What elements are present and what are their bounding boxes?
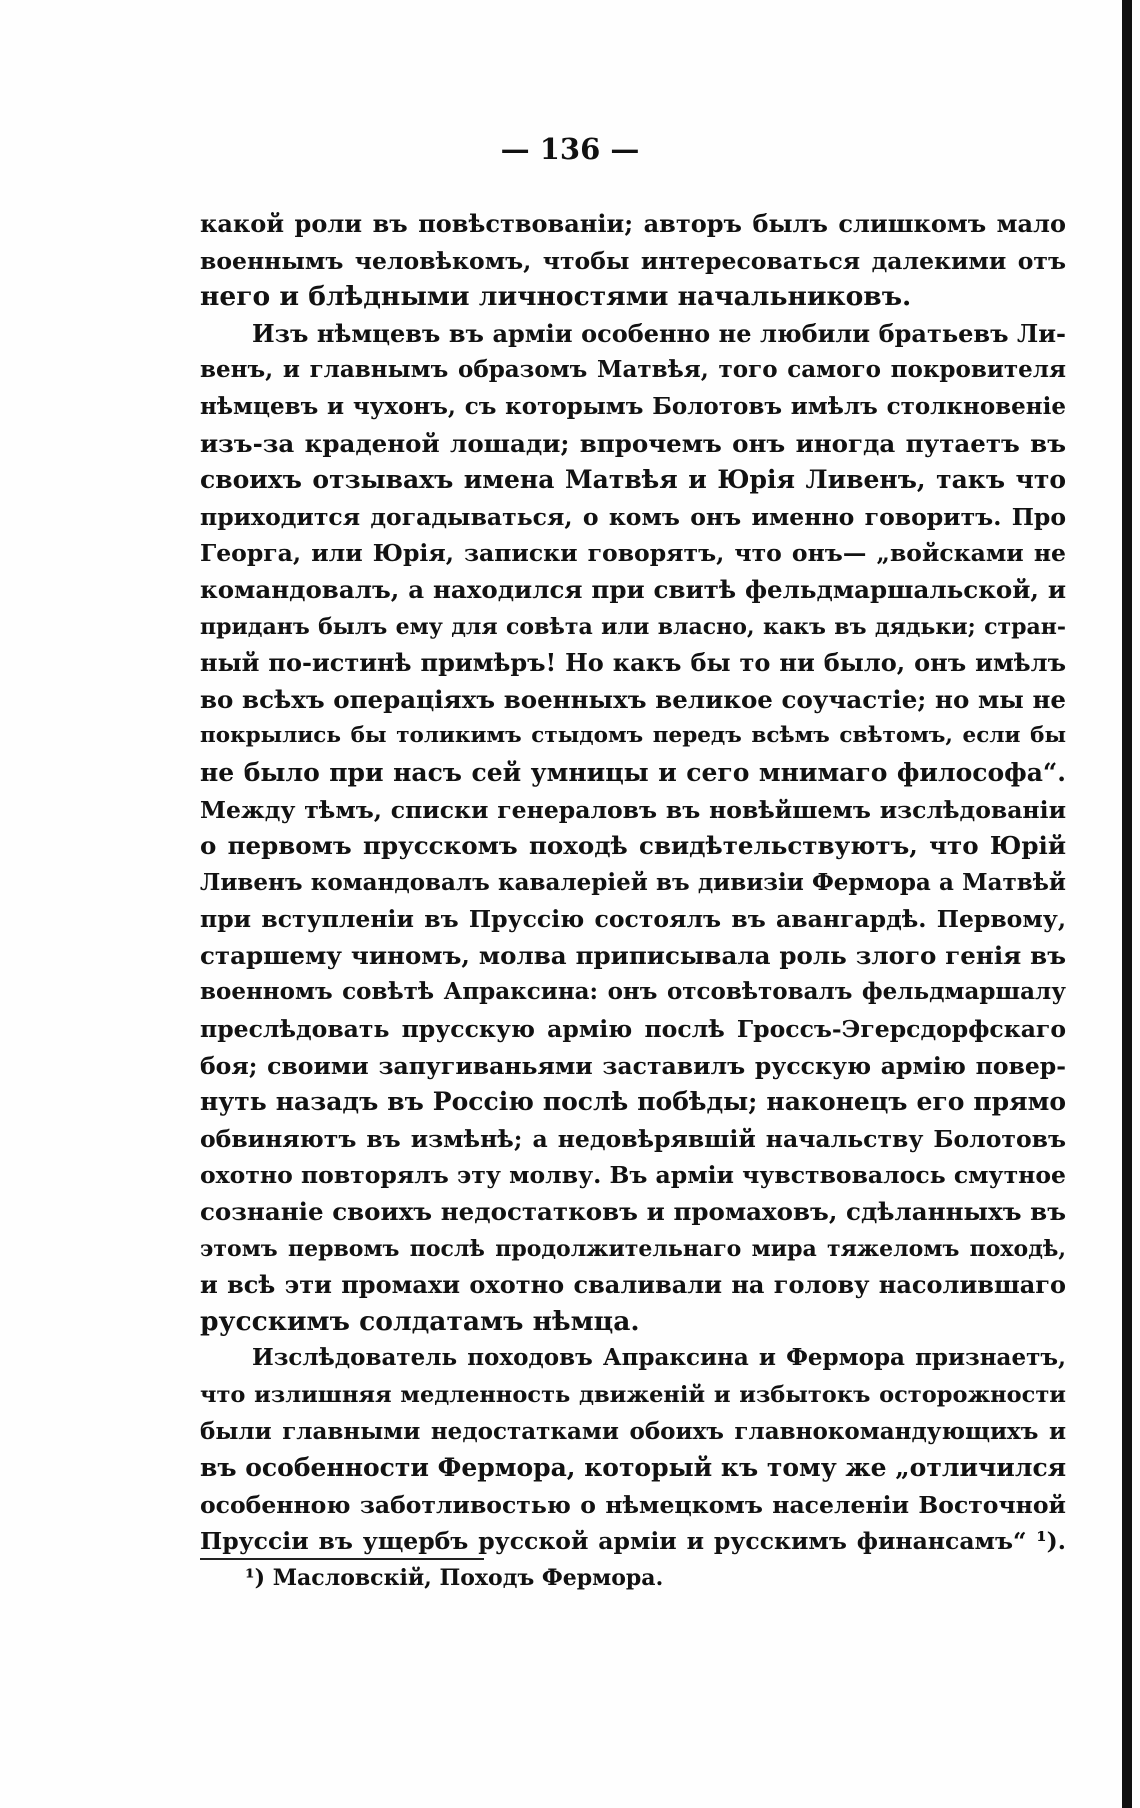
- text-line: приходится догадываться, о комъ онъ именно говоритъ. Про: [200, 502, 1066, 531]
- text-line: Между тѣмъ, списки генераловъ въ новѣйшемъ изслѣдованіи: [200, 795, 1066, 824]
- text-line: при вступленіи въ Пруссію состоялъ въ авангардѣ. Первому,: [200, 905, 1066, 934]
- text-line: сознаніе своихъ недостатковъ и промаховъ, сдѣланныхъ въ: [200, 1197, 1066, 1227]
- text-line: ный по-истинѣ примѣръ! Но какъ бы то ни было, онъ имѣлъ: [200, 648, 1066, 678]
- footnote: ¹) Масловскій, Походъ Фермора.: [245, 1565, 664, 1591]
- text-line: нѣмцевъ и чухонъ, съ которымъ Болотовъ имѣлъ столкновеніе: [200, 392, 1066, 420]
- text-line: боя; своими запугиваньями заставилъ русскую армію повер-: [200, 1051, 1066, 1080]
- text-line: какой роли въ повѣствованіи; авторъ былъ слишкомъ мало: [200, 209, 1066, 238]
- body-text: [200, 206, 1066, 1560]
- text-line: русскимъ солдатамъ нѣмца.: [200, 1305, 640, 1337]
- text-line: него и блѣдными личностями начальниковъ.: [200, 281, 912, 313]
- text-line: приданъ былъ ему для совѣта или власно, какъ въ дядьки; стран-: [200, 613, 1066, 640]
- text-line: нуть назадъ въ Россію послѣ побѣды; наконецъ его прямо: [200, 1087, 1066, 1117]
- text-line: въ особенности Фермора, который къ тому же „отличился: [200, 1453, 1066, 1483]
- text-line: особенною заботливостью о нѣмецкомъ населеніи Восточной: [200, 1490, 1066, 1519]
- text-line: военномъ совѣтѣ Апраксина: онъ отсовѣтовалъ фельдмаршалу: [200, 978, 1066, 1006]
- text-line: командовалъ, а находился при свитѣ фельдмаршальской, и: [200, 574, 1066, 604]
- text-line: и всѣ эти промахи охотно сваливали на голову насолившаго: [200, 1270, 1066, 1300]
- text-line: покрылись бы толикимъ стыдомъ передъ всѣмъ свѣтомъ, если бы: [200, 723, 1066, 749]
- text-line: обвиняютъ въ измѣнѣ; а недовѣрявшій начальству Болотовъ: [200, 1124, 1066, 1153]
- text-line: Георга, или Юрія, записки говорятъ, что онъ— „войсками не: [200, 539, 1066, 568]
- text-line: во всѣхъ операціяхъ военныхъ великое соучастіе; но мы не: [200, 684, 1066, 714]
- text-line: преслѣдовать прусскую армію послѣ Гроссъ-Эгерсдорфскаго: [200, 1015, 1066, 1044]
- text-line: были главными недостатками обоихъ главнокомандующихъ и: [200, 1417, 1066, 1445]
- text-line: что излишняя медленность движеній и избытокъ осторожности: [200, 1382, 1066, 1408]
- text-line: старшему чиномъ, молва приписывала роль злого генія въ: [200, 940, 1066, 970]
- text-line: венъ, и главнымъ образомъ Матвѣя, того самого покровителя: [200, 356, 1066, 384]
- text-line: Изслѣдователь походовъ Апраксина и Фермора признаетъ,: [252, 1344, 1066, 1372]
- text-line: Ливенъ командовалъ кавалеріей въ дивизіи Фермора а Матвѣй: [200, 868, 1066, 896]
- page-number: — 136 —: [500, 132, 640, 166]
- text-line: Пруссіи въ ущербъ русской арміи и русскимъ финансамъ“ ¹).: [200, 1527, 1066, 1556]
- text-line: Изъ нѣмцевъ въ арміи особенно не любили братьевъ Ли-: [252, 318, 1066, 348]
- text-line: этомъ первомъ послѣ продолжительнаго мира тяжеломъ походѣ,: [200, 1235, 1066, 1262]
- footnote-rule: [200, 1558, 484, 1560]
- text-line: охотно повторялъ эту молву. Въ арміи чувствовалось смутное: [200, 1161, 1066, 1190]
- text-line: о первомъ прусскомъ походѣ свидѣтельствуютъ, что Юрій: [200, 831, 1066, 861]
- text-line: военнымъ человѣкомъ, чтобы интересоваться далекими отъ: [200, 246, 1066, 275]
- page-edge-shadow: [1122, 0, 1132, 1808]
- text-line: не было при насъ сей умницы и сего мнимаго философа“.: [200, 757, 1066, 787]
- text-line: своихъ отзывахъ имена Матвѣя и Юрія Ливенъ, такъ что: [200, 465, 1066, 495]
- text-line: изъ-за краденой лошади; впрочемъ онъ иногда путаетъ въ: [200, 428, 1066, 458]
